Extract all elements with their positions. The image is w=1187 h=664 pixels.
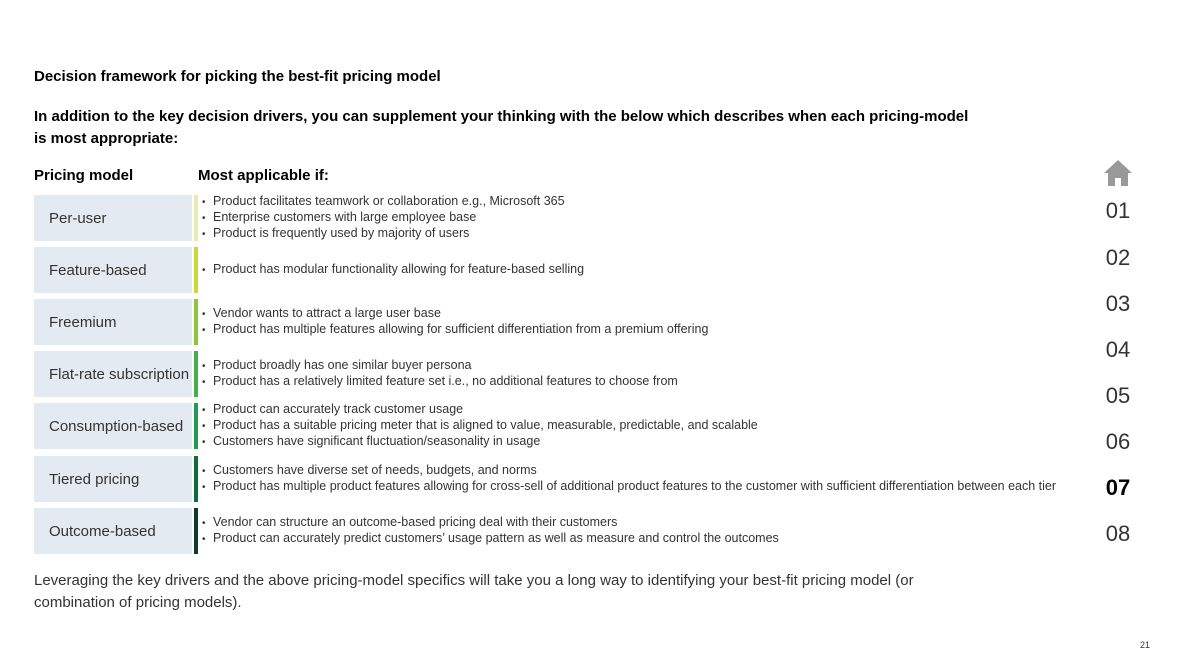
- table-row: [34, 456, 1114, 502]
- bullet-list: [202, 247, 1102, 293]
- model-label: Feature-based: [34, 247, 192, 293]
- nav-item-03[interactable]: 03: [1105, 291, 1131, 316]
- bullet-list: [202, 403, 1102, 449]
- row-accent-bar: [194, 247, 198, 293]
- home-icon[interactable]: [1102, 158, 1134, 188]
- bullet-item: • Product has multiple features allowing for sufficient differentiation from a premium offering: [202, 322, 1102, 338]
- bullet-item: • Product facilitates teamwork or collaboration e.g., Microsoft 365: [202, 194, 1102, 210]
- bullet-item: • Product has a relatively limited feature set i.e., no additional features to choose from: [202, 374, 1102, 390]
- model-label: Consumption-based: [34, 403, 192, 449]
- bullet-item: • Product has modular functionality allowing for feature-based selling: [202, 262, 1102, 278]
- bullet-item: • Vendor wants to attract a large user base: [202, 306, 1102, 322]
- model-label: Freemium: [34, 299, 192, 345]
- bullet-item: • Product is frequently used by majority of users: [202, 226, 1102, 242]
- table-row: [34, 247, 1114, 293]
- row-accent-bar: [194, 351, 198, 397]
- bullet-item: • Product can accurately predict customers’ usage pattern as well as measure and control the outcomes: [202, 531, 1102, 547]
- page-number: 21: [1140, 640, 1151, 650]
- row-accent-bar: [194, 299, 198, 345]
- nav-item-05[interactable]: 05: [1105, 383, 1131, 408]
- model-label: Tiered pricing: [34, 456, 192, 502]
- bullet-item: • Customers have diverse set of needs, budgets, and norms: [202, 463, 1102, 479]
- bullet-item: • Product broadly has one similar buyer persona: [202, 358, 1102, 374]
- row-accent-bar: [194, 195, 198, 241]
- bullet-list: [202, 195, 1102, 241]
- table-row: [34, 195, 1114, 241]
- column-header-pricing-model: Pricing model: [34, 167, 134, 184]
- bullet-item: • Product can accurately track customer usage: [202, 402, 1102, 418]
- summary-text: Leveraging the key drivers and the above pricing-model specifics will take you a long way to identifying your best-fit pricing model (or combination of pricing models).: [34, 572, 914, 611]
- page-title: Decision framework for picking the best-fit pricing model: [34, 68, 441, 85]
- row-accent-bar: [194, 456, 198, 502]
- bullet-item: • Product has multiple product features allowing for cross-sell of additional product features to the customer with sufficient differentiation between each tier: [202, 479, 1102, 495]
- bullet-item: • Product has a suitable pricing meter that is aligned to value, measurable, predictable, and scalable: [202, 418, 1102, 434]
- nav-item-06[interactable]: 06: [1105, 429, 1131, 454]
- nav-item-08[interactable]: 08: [1105, 521, 1131, 546]
- model-label: Outcome-based: [34, 508, 192, 554]
- model-label: Per-user: [34, 195, 192, 241]
- bullet-list: [202, 508, 1102, 554]
- table-row: [34, 508, 1114, 554]
- table-row: [34, 351, 1114, 397]
- nav-item-01[interactable]: 01: [1105, 198, 1131, 223]
- row-accent-bar: [194, 403, 198, 449]
- bullet-item: • Vendor can structure an outcome-based pricing deal with their customers: [202, 515, 1102, 531]
- bullet-list: [202, 351, 1102, 397]
- bullet-item: • Enterprise customers with large employee base: [202, 210, 1102, 226]
- nav-item-07[interactable]: 07: [1105, 475, 1131, 500]
- nav-item-02[interactable]: 02: [1105, 245, 1131, 270]
- row-accent-bar: [194, 508, 198, 554]
- column-header-most-applicable: Most applicable if:: [198, 167, 329, 184]
- bullet-item: • Customers have significant fluctuation/seasonality in usage: [202, 434, 1102, 450]
- table-row: [34, 403, 1114, 449]
- bullet-list: [202, 456, 1102, 502]
- model-label: Flat-rate subscription: [34, 351, 192, 397]
- bullet-list: [202, 299, 1102, 345]
- table-row: [34, 299, 1114, 345]
- nav-item-04[interactable]: 04: [1105, 337, 1131, 362]
- page-subtitle: In addition to the key decision drivers, you can supplement your thinking with the below which describes when each pricing-model is most appropriate:: [34, 108, 969, 147]
